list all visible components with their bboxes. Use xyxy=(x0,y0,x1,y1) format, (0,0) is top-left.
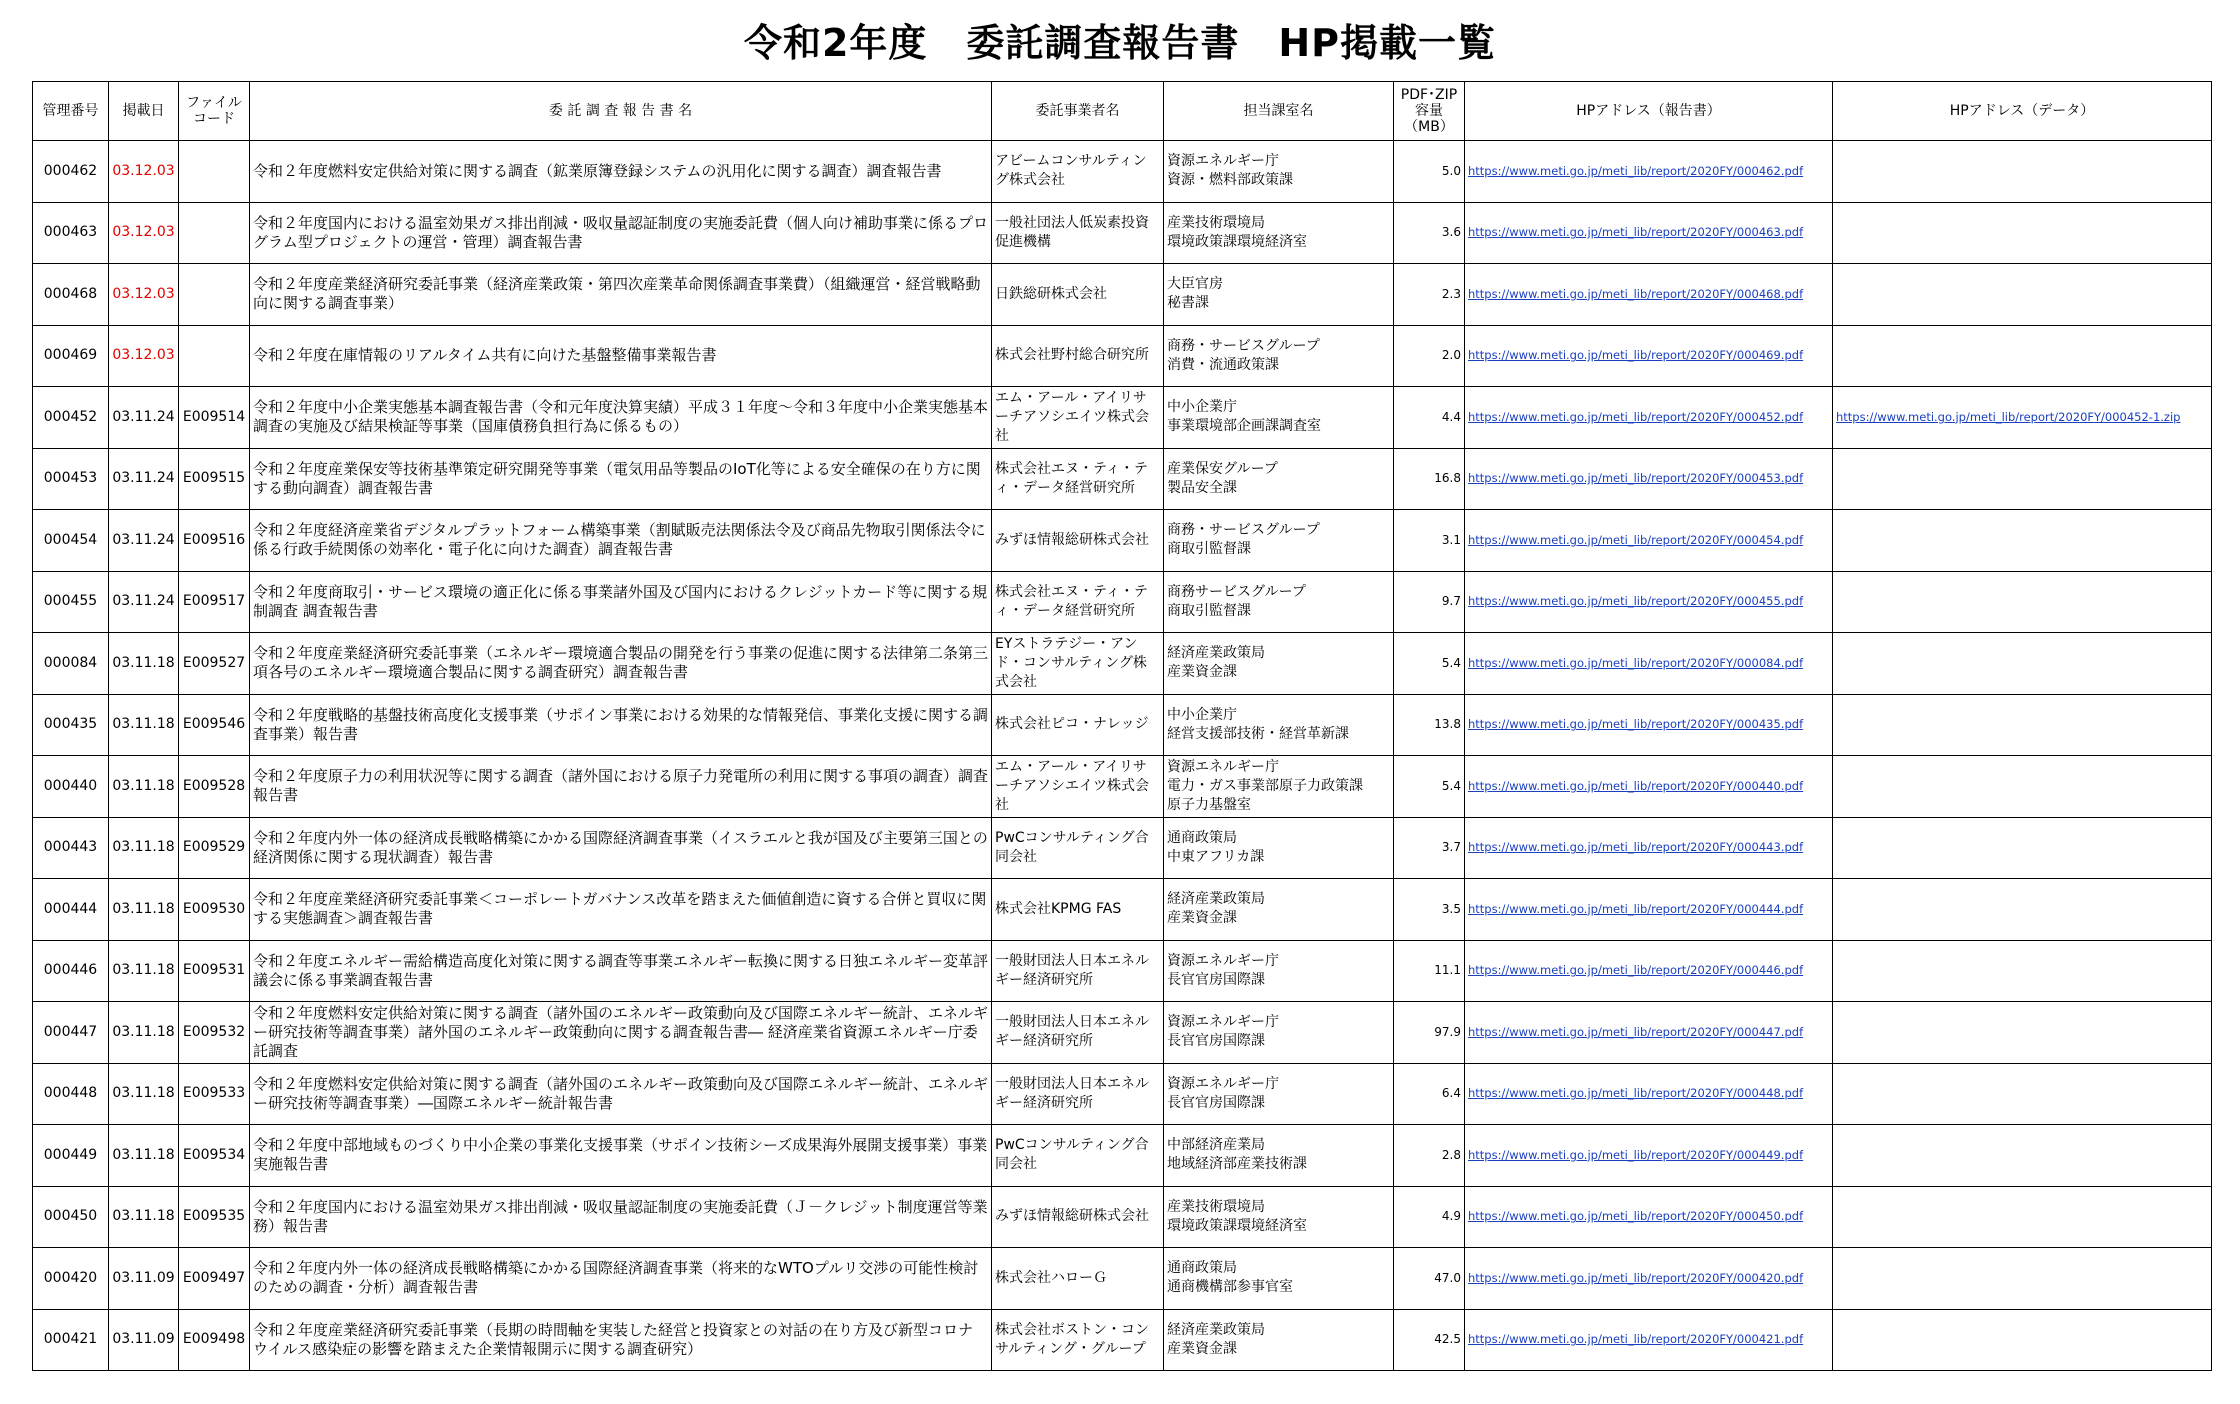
row-department: 資源エネルギー庁 長官官房国際課 xyxy=(1164,940,1394,1002)
header-url: HPアドレス（報告書） xyxy=(1465,82,1833,141)
row-date: 03.11.18 xyxy=(109,756,179,818)
row-data-url xyxy=(1833,264,2212,326)
row-department: 中部経済産業局 地域経済部産業技術課 xyxy=(1164,1125,1394,1187)
row-report-url xyxy=(1465,694,1833,756)
row-date: 03.11.18 xyxy=(109,1002,179,1064)
row-file-size: 5.4 xyxy=(1394,633,1465,695)
row-report-title: 令和２年度燃料安定供給対策に関する調査（鉱業原簿登録システムの汎用化に関する調査）調査報告書 xyxy=(250,141,992,203)
row-date: 03.11.18 xyxy=(109,940,179,1002)
report-link[interactable]: https://www.meti.go.jp/meti_lib/report/2020FY/000443.pdf xyxy=(1468,840,1804,855)
table-row xyxy=(33,325,2212,387)
row-report-url xyxy=(1465,1309,1833,1371)
row-report-url xyxy=(1465,571,1833,633)
row-report-url xyxy=(1465,448,1833,510)
row-data-url xyxy=(1833,879,2212,941)
report-link[interactable]: https://www.meti.go.jp/meti_lib/report/2020FY/000440.pdf xyxy=(1468,778,1804,793)
report-link[interactable]: https://www.meti.go.jp/meti_lib/report/2020FY/000469.pdf xyxy=(1468,348,1804,363)
row-department: 産業技術環境局 環境政策課環境経済室 xyxy=(1164,202,1394,264)
row-department: 大臣官房 秘書課 xyxy=(1164,264,1394,326)
row-file-size: 3.6 xyxy=(1394,202,1465,264)
row-report-title: 令和２年度産業経済研究委託事業（長期の時間軸を実装した経営と投資家との対話の在り方及び新型コロナウイルス感染症の影響を踏まえた企業情報開示に関する調査研究） xyxy=(250,1309,992,1371)
row-data-url xyxy=(1833,1063,2212,1125)
page-title: 令和2年度 委託調査報告書 HP掲載一覧 xyxy=(743,21,1497,65)
row-id: 000444 xyxy=(33,879,109,941)
row-report-title: 令和２年度中小企業実態基本調査報告書（令和元年度決算実績）平成３１年度～令和３年度中小企業実態基本調査の実施及び結果検証等事業（国庫債務負担行為に係るもの） xyxy=(250,387,992,449)
row-date: 03.11.24 xyxy=(109,571,179,633)
row-data-url xyxy=(1833,325,2212,387)
row-file-code xyxy=(179,141,250,203)
header-title: 委 託 調 査 報 告 書 名 xyxy=(250,82,992,141)
row-id: 000443 xyxy=(33,817,109,879)
row-contractor: 一般財団法人日本エネルギー経済研究所 xyxy=(992,1063,1164,1125)
row-department: 通商政策局 中東アフリカ課 xyxy=(1164,817,1394,879)
row-file-code: E009517 xyxy=(179,571,250,633)
row-department: 経済産業政策局 産業資金課 xyxy=(1164,633,1394,695)
report-link[interactable]: https://www.meti.go.jp/meti_lib/report/2020FY/000463.pdf xyxy=(1468,225,1804,240)
row-department: 経済産業政策局 産業資金課 xyxy=(1164,879,1394,941)
row-file-size: 16.8 xyxy=(1394,448,1465,510)
row-data-url xyxy=(1833,1186,2212,1248)
row-department: 商務サービスグループ 商取引監督課 xyxy=(1164,571,1394,633)
row-data-url xyxy=(1833,756,2212,818)
row-file-size: 6.4 xyxy=(1394,1063,1465,1125)
row-contractor: EYストラテジー・アンド・コンサルティング株式会社 xyxy=(992,633,1164,695)
row-contractor: みずほ情報総研株式会社 xyxy=(992,510,1164,572)
row-date: 03.12.03 xyxy=(109,202,179,264)
row-report-url xyxy=(1465,879,1833,941)
row-report-title: 令和２年度経済産業省デジタルプラットフォーム構築事業（割賦販売法関係法令及び商品先物取引関係法令に係る行政手続関係の効率化・電子化に向けた調査）調査報告書 xyxy=(250,510,992,572)
row-file-code: E009497 xyxy=(179,1248,250,1310)
row-date: 03.11.09 xyxy=(109,1248,179,1310)
row-data-url xyxy=(1833,1002,2212,1064)
row-date: 03.11.18 xyxy=(109,1125,179,1187)
row-file-code: E009532 xyxy=(179,1002,250,1064)
row-file-size: 42.5 xyxy=(1394,1309,1465,1371)
row-date: 03.11.18 xyxy=(109,817,179,879)
row-date: 03.12.03 xyxy=(109,141,179,203)
row-file-size: 2.3 xyxy=(1394,264,1465,326)
header-row xyxy=(33,82,2212,141)
row-date: 03.11.18 xyxy=(109,1186,179,1248)
table-row xyxy=(33,694,2212,756)
row-report-url xyxy=(1465,387,1833,449)
row-report-title: 令和２年度商取引・サービス環境の適正化に係る事業諸外国及び国内におけるクレジットカード等に関する規制調査 調査報告書 xyxy=(250,571,992,633)
row-file-code: E009498 xyxy=(179,1309,250,1371)
row-id: 000450 xyxy=(33,1186,109,1248)
row-file-code: E009529 xyxy=(179,817,250,879)
row-file-size: 3.5 xyxy=(1394,879,1465,941)
row-contractor: 一般財団法人日本エネルギー経済研究所 xyxy=(992,940,1164,1002)
header-data-url: HPアドレス（データ） xyxy=(1833,82,2212,141)
row-report-title: 令和２年度原子力の利用状況等に関する調査（諸外国における原子力発電所の利用に関する事項の調査）調査報告書 xyxy=(250,756,992,818)
row-date: 03.11.24 xyxy=(109,448,179,510)
row-date: 03.11.18 xyxy=(109,1063,179,1125)
row-file-size: 5.4 xyxy=(1394,756,1465,818)
row-report-title: 令和２年度産業経済研究委託事業（経済産業政策・第四次産業革命関係調査事業費）（組織運営・経営戦略動向に関する調査事業） xyxy=(250,264,992,326)
row-contractor: みずほ情報総研株式会社 xyxy=(992,1186,1164,1248)
header-size: PDF･ZIP 容量 （MB） xyxy=(1394,82,1465,141)
row-report-url xyxy=(1465,141,1833,203)
row-id: 000447 xyxy=(33,1002,109,1064)
row-report-title: 令和２年度内外一体の経済成長戦略構築にかかる国際経済調査事業（イスラエルと我が国及び主要第三国との経済関係に関する現状調査）報告書 xyxy=(250,817,992,879)
row-file-code: E009516 xyxy=(179,510,250,572)
row-file-size: 3.1 xyxy=(1394,510,1465,572)
row-report-title: 令和２年度産業経済研究委託事業（エネルギー環境適合製品の開発を行う事業の促進に関する法律第二条第三項各号のエネルギー環境適合製品に関する調査研究）調査報告書 xyxy=(250,633,992,695)
row-department: 商務・サービスグループ 商取引監督課 xyxy=(1164,510,1394,572)
row-contractor: 日鉄総研株式会社 xyxy=(992,264,1164,326)
table-row xyxy=(33,633,2212,695)
report-link[interactable]: https://www.meti.go.jp/meti_lib/report/2020FY/000450.pdf xyxy=(1468,1209,1804,1224)
row-id: 000420 xyxy=(33,1248,109,1310)
row-file-code xyxy=(179,202,250,264)
row-department: 資源エネルギー庁 長官官房国際課 xyxy=(1164,1063,1394,1125)
row-id: 000448 xyxy=(33,1063,109,1125)
table-row xyxy=(33,141,2212,203)
row-date: 03.11.18 xyxy=(109,694,179,756)
row-id: 000462 xyxy=(33,141,109,203)
row-report-title: 令和２年度エネルギー需給構造高度化対策に関する調査等事業エネルギー転換に関する日独エネルギー変革評議会に係る事業調査報告書 xyxy=(250,940,992,1002)
table-row xyxy=(33,1186,2212,1248)
report-link[interactable]: https://www.meti.go.jp/meti_lib/report/2020FY/000454.pdf xyxy=(1468,532,1804,547)
table-row xyxy=(33,879,2212,941)
row-data-url xyxy=(1833,633,2212,695)
row-report-title: 令和２年度在庫情報のリアルタイム共有に向けた基盤整備事業報告書 xyxy=(250,325,992,387)
row-report-url xyxy=(1465,1186,1833,1248)
data-link[interactable]: https://www.meti.go.jp/meti_lib/report/2020FY/000452-1.zip xyxy=(1836,409,2181,424)
row-contractor: 株式会社野村総合研究所 xyxy=(992,325,1164,387)
row-data-url xyxy=(1833,694,2212,756)
row-report-url xyxy=(1465,325,1833,387)
row-id: 000452 xyxy=(33,387,109,449)
row-contractor: 一般財団法人日本エネルギー経済研究所 xyxy=(992,1002,1164,1064)
row-data-url xyxy=(1833,1125,2212,1187)
row-contractor: 株式会社ハローＧ xyxy=(992,1248,1164,1310)
report-link[interactable]: https://www.meti.go.jp/meti_lib/report/2020FY/000468.pdf xyxy=(1468,286,1804,301)
row-file-size: 5.0 xyxy=(1394,141,1465,203)
row-report-url xyxy=(1465,510,1833,572)
row-date: 03.12.03 xyxy=(109,325,179,387)
row-report-url xyxy=(1465,756,1833,818)
row-file-code: E009527 xyxy=(179,633,250,695)
row-id: 000453 xyxy=(33,448,109,510)
row-data-url xyxy=(1833,448,2212,510)
row-id: 000440 xyxy=(33,756,109,818)
table-row xyxy=(33,756,2212,818)
row-report-title: 令和２年度中部地域ものづくり中小企業の事業化支援事業（サポイン技術シーズ成果海外展開支援事業）事業実施報告書 xyxy=(250,1125,992,1187)
row-id: 000454 xyxy=(33,510,109,572)
row-contractor: 株式会社ボストン・コンサルティング・グループ xyxy=(992,1309,1164,1371)
row-report-url xyxy=(1465,1002,1833,1064)
report-link[interactable]: https://www.meti.go.jp/meti_lib/report/2020FY/000421.pdf xyxy=(1468,1332,1804,1347)
row-date: 03.11.18 xyxy=(109,633,179,695)
table-row xyxy=(33,571,2212,633)
row-contractor: PwCコンサルティング合同会社 xyxy=(992,817,1164,879)
row-data-url xyxy=(1833,817,2212,879)
row-file-size: 11.1 xyxy=(1394,940,1465,1002)
row-data-url xyxy=(1833,141,2212,203)
table-row xyxy=(33,264,2212,326)
report-link[interactable]: https://www.meti.go.jp/meti_lib/report/2020FY/000446.pdf xyxy=(1468,963,1804,978)
table-row xyxy=(33,1125,2212,1187)
table-row xyxy=(33,940,2212,1002)
row-id: 000455 xyxy=(33,571,109,633)
row-contractor: エム・アール・アイリサーチアソシエイツ株式会社 xyxy=(992,756,1164,818)
row-file-size: 4.4 xyxy=(1394,387,1465,449)
row-file-code: E009530 xyxy=(179,879,250,941)
row-id: 000084 xyxy=(33,633,109,695)
row-file-size: 13.8 xyxy=(1394,694,1465,756)
table-row xyxy=(33,1248,2212,1310)
row-file-size: 9.7 xyxy=(1394,571,1465,633)
row-data-url xyxy=(1833,202,2212,264)
row-contractor: 一般社団法人低炭素投資促進機構 xyxy=(992,202,1164,264)
header-dept: 担当課室名 xyxy=(1164,82,1394,141)
header-contractor: 委託事業者名 xyxy=(992,82,1164,141)
report-link[interactable]: https://www.meti.go.jp/meti_lib/report/2020FY/000452.pdf xyxy=(1468,409,1804,424)
row-id: 000463 xyxy=(33,202,109,264)
row-file-size: 47.0 xyxy=(1394,1248,1465,1310)
row-data-url xyxy=(1833,387,2212,449)
row-date: 03.11.09 xyxy=(109,1309,179,1371)
row-report-title: 令和２年度国内における温室効果ガス排出削減・吸収量認証制度の実施委託費（個人向け補助事業に係るプログラム型プロジェクトの運営・管理）調査報告書 xyxy=(250,202,992,264)
row-contractor: 株式会社KPMG FAS xyxy=(992,879,1164,941)
row-department: 資源エネルギー庁 長官官房国際課 xyxy=(1164,1002,1394,1064)
row-report-url xyxy=(1465,202,1833,264)
header-id: 管理番号 xyxy=(33,82,109,141)
row-date: 03.12.03 xyxy=(109,264,179,326)
row-date: 03.11.24 xyxy=(109,387,179,449)
row-contractor: アビームコンサルティング株式会社 xyxy=(992,141,1164,203)
row-report-title: 令和２年度戦略的基盤技術高度化支援事業（サポイン事業における効果的な情報発信、事業化支援に関する調査事業）報告書 xyxy=(250,694,992,756)
row-data-url xyxy=(1833,510,2212,572)
row-file-code: E009528 xyxy=(179,756,250,818)
row-contractor: 株式会社エヌ・ティ・ティ・データ経営研究所 xyxy=(992,571,1164,633)
row-data-url xyxy=(1833,1248,2212,1310)
table-row xyxy=(33,202,2212,264)
row-department: 通商政策局 通商機構部参事官室 xyxy=(1164,1248,1394,1310)
row-file-size: 3.7 xyxy=(1394,817,1465,879)
report-link[interactable]: https://www.meti.go.jp/meti_lib/report/2020FY/000447.pdf xyxy=(1468,1024,1804,1039)
row-file-code: E009514 xyxy=(179,387,250,449)
row-report-title: 令和２年度燃料安定供給対策に関する調査（諸外国のエネルギー政策動向及び国際エネルギー統計、エネルギー研究技術等調査事業）諸外国のエネルギー政策動向に関する調査報告書― 経済産業省資源エネルギー庁委託調査 xyxy=(250,1002,992,1064)
row-id: 000468 xyxy=(33,264,109,326)
table-row xyxy=(33,817,2212,879)
row-file-code: E009531 xyxy=(179,940,250,1002)
report-link[interactable]: https://www.meti.go.jp/meti_lib/report/2020FY/000453.pdf xyxy=(1468,471,1804,486)
row-report-title: 令和２年度燃料安定供給対策に関する調査（諸外国のエネルギー政策動向及び国際エネルギー統計、エネルギー研究技術等調査事業）―国際エネルギー統計報告書 xyxy=(250,1063,992,1125)
table-row xyxy=(33,448,2212,510)
row-file-code xyxy=(179,264,250,326)
row-file-code: E009534 xyxy=(179,1125,250,1187)
table-row xyxy=(33,1063,2212,1125)
row-id: 000449 xyxy=(33,1125,109,1187)
row-department: 資源エネルギー庁 資源・燃料部政策課 xyxy=(1164,141,1394,203)
table-row xyxy=(33,1002,2212,1064)
row-file-code: E009535 xyxy=(179,1186,250,1248)
report-link[interactable]: https://www.meti.go.jp/meti_lib/report/2020FY/000444.pdf xyxy=(1468,901,1804,916)
row-report-url xyxy=(1465,1063,1833,1125)
report-table xyxy=(32,81,2212,1371)
header-date: 掲載日 xyxy=(109,82,179,141)
report-link[interactable]: https://www.meti.go.jp/meti_lib/report/2020FY/000462.pdf xyxy=(1468,163,1804,178)
table-body xyxy=(33,141,2212,1371)
row-id: 000446 xyxy=(33,940,109,1002)
row-department: 産業技術環境局 環境政策課環境経済室 xyxy=(1164,1186,1394,1248)
row-data-url xyxy=(1833,571,2212,633)
row-report-title: 令和２年度国内における温室効果ガス排出削減・吸収量認証制度の実施委託費（Ｊ－クレジット制度運営等業務）報告書 xyxy=(250,1186,992,1248)
row-id: 000435 xyxy=(33,694,109,756)
row-report-url xyxy=(1465,940,1833,1002)
row-data-url xyxy=(1833,1309,2212,1371)
row-file-code: E009533 xyxy=(179,1063,250,1125)
row-contractor: エム・アール・アイリサーチアソシエイツ株式会社 xyxy=(992,387,1164,449)
row-contractor: 株式会社ピコ・ナレッジ xyxy=(992,694,1164,756)
row-id: 000469 xyxy=(33,325,109,387)
header-code: ファイル コード xyxy=(179,82,250,141)
row-report-url xyxy=(1465,633,1833,695)
row-file-code: E009546 xyxy=(179,694,250,756)
report-link[interactable]: https://www.meti.go.jp/meti_lib/report/2020FY/000084.pdf xyxy=(1468,655,1804,670)
row-file-size: 2.8 xyxy=(1394,1125,1465,1187)
row-report-url xyxy=(1465,264,1833,326)
table-row xyxy=(33,510,2212,572)
row-department: 中小企業庁 事業環境部企画課調査室 xyxy=(1164,387,1394,449)
row-report-title: 令和２年度産業経済研究委託事業＜コーポレートガバナンス改革を踏まえた価値創造に資する合併と買収に関する実態調査＞調査報告書 xyxy=(250,879,992,941)
row-department: 商務・サービスグループ 消費・流通政策課 xyxy=(1164,325,1394,387)
row-report-title: 令和２年度内外一体の経済成長戦略構築にかかる国際経済調査事業（将来的なWTOプルリ交渉の可能性検討のための調査・分析）調査報告書 xyxy=(250,1248,992,1310)
row-department: 産業保安グループ 製品安全課 xyxy=(1164,448,1394,510)
table-row xyxy=(33,387,2212,449)
report-link[interactable]: https://www.meti.go.jp/meti_lib/report/2020FY/000448.pdf xyxy=(1468,1086,1804,1101)
row-department: 資源エネルギー庁 電力・ガス事業部原子力政策課 原子力基盤室 xyxy=(1164,756,1394,818)
report-link[interactable]: https://www.meti.go.jp/meti_lib/report/2020FY/000435.pdf xyxy=(1468,717,1804,732)
row-report-url xyxy=(1465,1125,1833,1187)
report-link[interactable]: https://www.meti.go.jp/meti_lib/report/2020FY/000455.pdf xyxy=(1468,594,1804,609)
row-report-url xyxy=(1465,817,1833,879)
row-id: 000421 xyxy=(33,1309,109,1371)
row-data-url xyxy=(1833,940,2212,1002)
row-file-size: 97.9 xyxy=(1394,1002,1465,1064)
row-report-url xyxy=(1465,1248,1833,1310)
row-department: 経済産業政策局 産業資金課 xyxy=(1164,1309,1394,1371)
row-contractor: 株式会社エヌ・ティ・ティ・データ経営研究所 xyxy=(992,448,1164,510)
table-row xyxy=(33,1309,2212,1371)
report-link[interactable]: https://www.meti.go.jp/meti_lib/report/2020FY/000420.pdf xyxy=(1468,1270,1804,1285)
row-date: 03.11.18 xyxy=(109,879,179,941)
row-file-code xyxy=(179,325,250,387)
row-file-size: 2.0 xyxy=(1394,325,1465,387)
row-department: 中小企業庁 経営支援部技術・経営革新課 xyxy=(1164,694,1394,756)
row-file-size: 4.9 xyxy=(1394,1186,1465,1248)
row-contractor: PwCコンサルティング合同会社 xyxy=(992,1125,1164,1187)
row-date: 03.11.24 xyxy=(109,510,179,572)
row-file-code: E009515 xyxy=(179,448,250,510)
row-report-title: 令和２年度産業保安等技術基準策定研究開発等事業（電気用品等製品のIoT化等による安全確保の在り方に関する動向調査）調査報告書 xyxy=(250,448,992,510)
report-link[interactable]: https://www.meti.go.jp/meti_lib/report/2020FY/000449.pdf xyxy=(1468,1147,1804,1162)
